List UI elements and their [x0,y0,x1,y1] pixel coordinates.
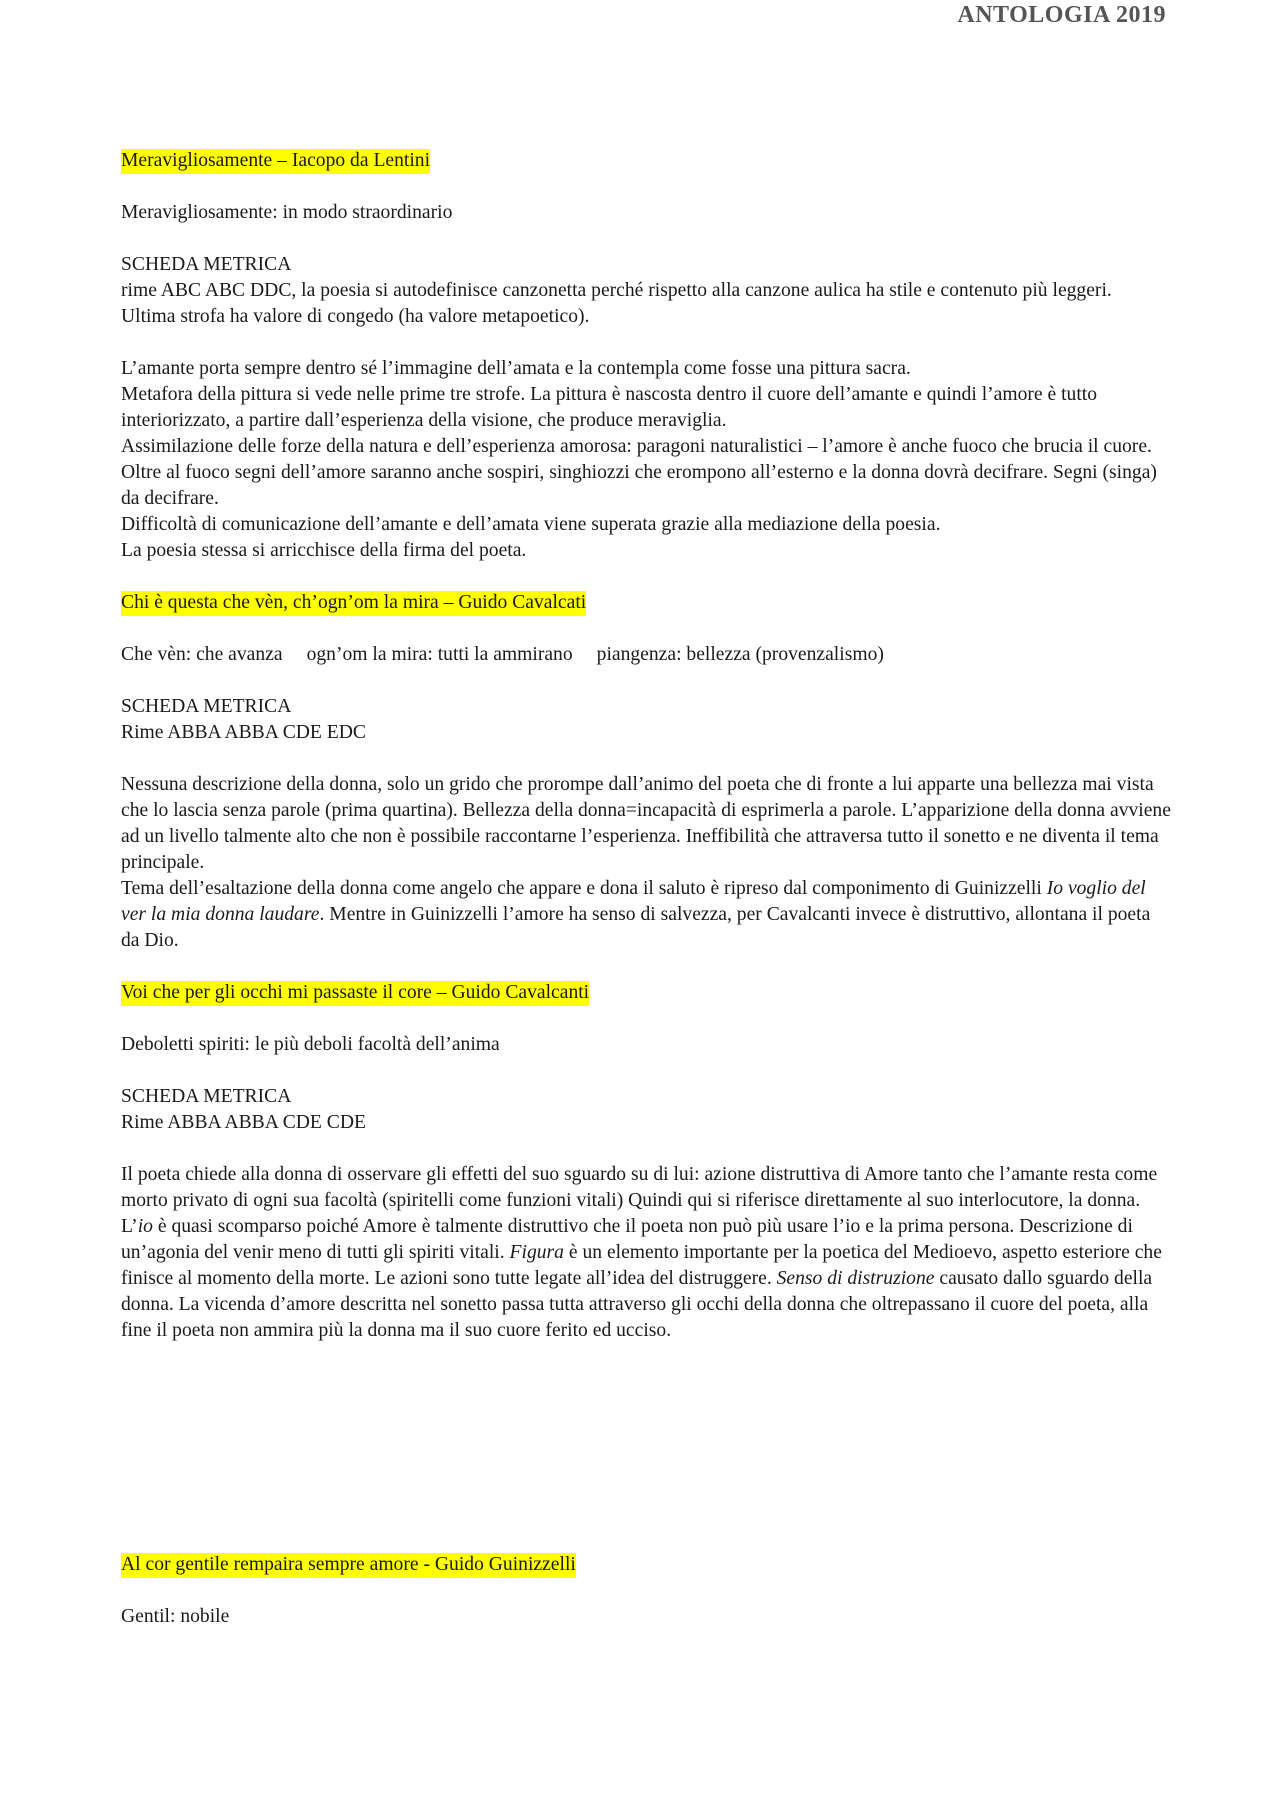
commentary-line: Metafora della pittura si vede nelle prime tre strofe. La pittura è nascosta dentro il cuore dell’amante e quindi l’amore è tutto interiorizzato, a partire dall’esperienza della visione, che produce meraviglia. [121,384,1098,431]
scheda-metrica-label: SCHEDA METRICA [121,696,292,717]
page-gap [121,1370,1171,1552]
commentary-line: Assimilazione delle forze della natura e dell’esperienza amorosa: paragoni naturalistici – l’amore è anche fuoco che brucia il cuore. Oltre al fuoco segni dell’amore saranno anche sospiri, singhiozzi che erompono all’esterno e la donna dovrà decifrare. Segni (singa) da decifrare. [121,436,1157,509]
commentary-paragraph: Tema dell’esaltazione della donna come angelo che appare e dona il saluto è ripreso dal componimento di Guinizzelli Io voglio del ver la mia donna laudare. Mentre in Guinizzelli l’amore ha senso di salvezza, per Cavalcanti invece è distruttivo, allontana il poeta da Dio. [121,878,1151,951]
section-heading-row [121,1552,1171,1578]
gloss-text: Gentil: nobile [121,1606,230,1627]
section-heading-row [121,980,1171,1006]
page-header-title: ANTOLOGIA 2019 [957,2,1166,28]
commentary-block [121,1162,1171,1344]
commentary-line: Difficoltà di comunicazione dell’amante e dell’amata viene superata grazie alla mediazione della poesia. [121,514,941,535]
commentary-paragraph: Nessuna descrizione della donna, solo un grido che prorompe dall’animo del poeta che di fronte a lui apparte una bellezza mai vista che lo lascia senza parole (prima quartina). Bellezza della donna=incapacità di esprimerla a parole. L’apparizione della donna avviene ad un livello talmente alto che non è possibile raccontarne l’esperienza. Ineffibilità che attraversa tutto il sonetto e ne diventa il tema principale. [121,774,1171,873]
gloss-item: ogn’om la mira: tutti la ammirano [306,644,573,665]
scheda-metrica-block [121,252,1171,330]
commentary-line: L’amante porta sempre dentro sé l’immagine dell’amata e la contempla come fosse una pittura sacra. [121,358,911,379]
section-heading-row [121,590,1171,616]
gloss-paragraph [121,1032,1171,1058]
section-title-chi-e-questa: Chi è questa che vèn, ch’ogn’om la mira – Guido Cavalcati [121,591,586,616]
cited-poem-title: Io voglio del ver la mia donna laudare [121,878,1146,925]
section-title-meravigliosamente: Meravigliosamente – Iacopo da Lentini [121,149,430,174]
gloss-item: Che vèn: che avanza [121,644,283,665]
section-title-al-cor-gentile: Al cor gentile rempaira sempre amore - Guido Guinizzelli [121,1553,576,1578]
gloss-text: Meravigliosamente: in modo straordinario [121,202,453,223]
commentary-paragraph: Il poeta chiede alla donna di osservare gli effetti del suo sguardo su di lui: azione distruttiva di Amore tanto che l’amante resta come morto privato di ogni sua facoltà (spiritelli come funzioni vitali) Quindi qui si riferisce direttamente al suo interlocutore, la donna. L’io è quasi scomparso poiché Amore è talmente distruttivo che il poeta non può più usare l’io e la prima persona. Descrizione di un’agonia del venir meno di tutti gli spiriti vitali. Figura è un elemento importante per la poetica del Medioevo, aspetto esteriore che finisce al momento della morte. Le azioni sono tutte legate all’idea del distruggere. Senso di distruzione causato dallo sguardo della donna. La vicenda d’amore descritta nel sonetto passa tutta attraverso gli occhi della donna che oltrepassano il cuore del poeta, alla fine il poeta non ammira più la donna ma il suo cuore ferito ed ucciso. [121,1164,1162,1341]
scheda-metrica-block [121,1084,1171,1136]
gloss-paragraph [121,642,1171,668]
commentary-block [121,356,1171,564]
scheda-metrica-text: Rime ABBA ABBA CDE EDC [121,722,366,743]
emphasis-io: io [137,1216,153,1237]
commentary-block [121,772,1171,954]
emphasis-senso-di-distruzione: Senso di distruzione [776,1268,935,1289]
document-body [121,148,1171,1656]
emphasis-figura: Figura [509,1242,564,1263]
gloss-paragraph [121,1604,1171,1630]
section-heading-row [121,148,1171,174]
gloss-text: Deboletti spiriti: le più deboli facoltà dell’anima [121,1034,500,1055]
scheda-metrica-label: SCHEDA METRICA [121,1086,292,1107]
scheda-metrica-text: Rime ABBA ABBA CDE CDE [121,1112,366,1133]
gloss-paragraph [121,200,1171,226]
section-title-voi-che-per-gli-occhi: Voi che per gli occhi mi passaste il core – Guido Cavalcanti [121,981,589,1006]
scheda-metrica-label: SCHEDA METRICA [121,254,292,275]
gloss-item: piangenza: bellezza (provenzalismo) [596,644,884,665]
commentary-line: La poesia stessa si arricchisce della firma del poeta. [121,540,527,561]
scheda-metrica-text: rime ABC ABC DDC, la poesia si autodefinisce canzonetta perché rispetto alla canzone aulica ha stile e contenuto più leggeri. Ultima strofa ha valore di congedo (ha valore metapoetico). [121,280,1112,327]
scheda-metrica-block [121,694,1171,746]
